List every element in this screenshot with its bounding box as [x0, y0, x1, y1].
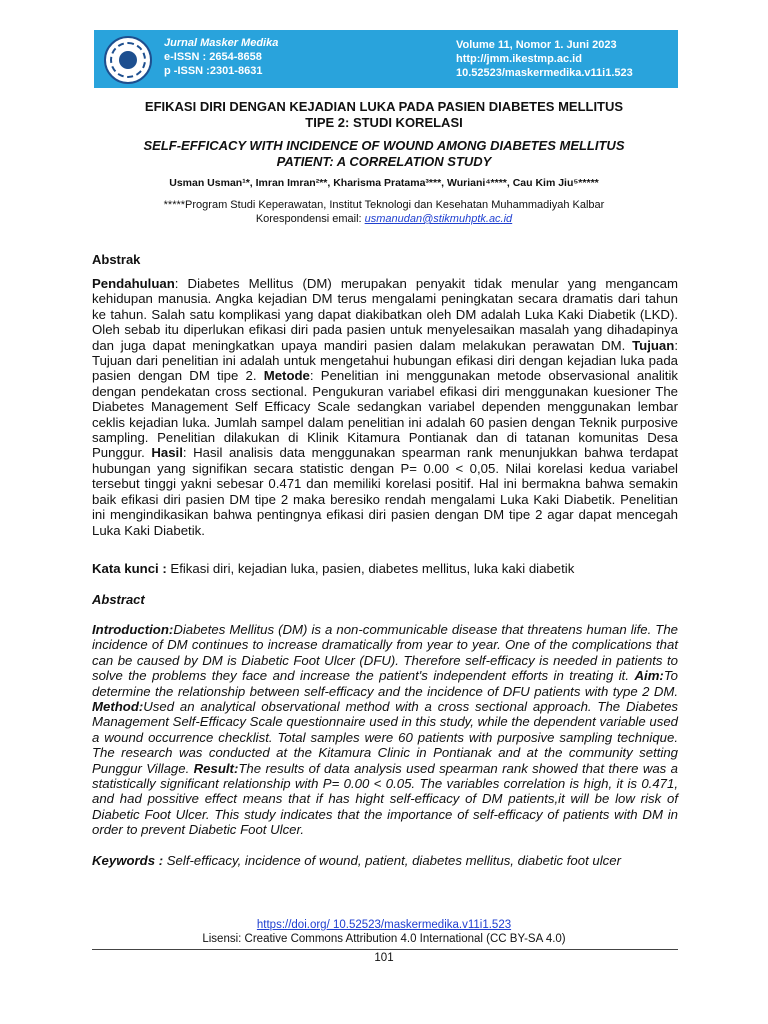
correspondence-label: Korespondensi email: [255, 213, 365, 225]
result-label: Result: [193, 760, 239, 776]
method-label: Method: [92, 699, 144, 715]
title-id-line-2: TIPE 2: STUDI KORELASI [305, 115, 463, 130]
journal-identity [164, 36, 278, 78]
tujuan-text: : Tujuan dari penelitian ini adalah untuk mengetahui hubungan efikasi diri dengan kejadian luka pada pasien dengan DM tipe 2. [92, 337, 678, 384]
hasil-text: : Hasil analisis data menggunakan spearman rank menunjukkan bahwa terdapat hubungan yang signifikan secara statistic dengan P= 0.00 < 0,05. Nilai korelasi kedua variabel tersebut tinggi yakni sebesar 0.471 dan memiliki korelasi positif. Hal ini bermakna bahwa semakin baik efikasi diri pasien DM tipe 2 maka beresiko rendah mengalami Luka Kaki Diabetik. Penelitian ini mengindikasikan bahwa pentingnya efikasi diri pasien dengan DM tipe 2 agar dapat mencegah Luka Kaki Diabetik. [92, 445, 678, 538]
title-english [0, 138, 768, 170]
page-number: 101 [374, 952, 394, 964]
journal-url[interactable]: http://jmm.ikestmp.ac.id [456, 53, 582, 65]
journal-issue-info [456, 38, 633, 80]
kata-kunci-text: Efikasi diri, kejadian luka, pasien, diabetes mellitus, luka kaki diabetik [166, 561, 575, 576]
author-list: Usman Usman¹*, Imran Imran²**, Kharisma Pratama³***, Wuriani⁴****, Cau Kim Jiu⁵***** [169, 177, 599, 189]
keywords [92, 853, 678, 868]
affiliation [0, 198, 768, 226]
volume-issue: Volume 11, Nomor 1. Juni 2023 [456, 39, 617, 51]
affiliation-institution: *****Program Studi Keperawatan, Institut Teknologi dan Kesehatan Muhammadiyah Kalbar [163, 199, 605, 211]
footer-doi-link[interactable]: https://doi.org/ 10.52523/maskermedika.v11i1.523 [256, 919, 512, 931]
journal-header-bar [94, 30, 678, 88]
title-id-line-1: EFIKASI DIRI DENGAN KEJADIAN LUKA PADA PASIEN DIABETES MELLITUS [144, 99, 624, 114]
metode-label: Metode [263, 368, 310, 384]
journal-name: Jurnal Masker Medika [164, 37, 279, 49]
result-text: The results of data analysis used spearman rank showed that there was a statistically significant relationship with P= 0.00 < 0.05. The variables correlation is high, it is 0.471, and had possitive effect means that if has hight self-efficacy of DM patients,it will be low risk of Diabetic Foot Ulcer. This study indicates that the importance of self-efficacy of patients with DM in order to prevent Diabetic Foot Ulcer. [92, 760, 678, 838]
correspondence [0, 212, 768, 226]
abstrak-body [92, 276, 678, 538]
pissn: p -ISSN :2301-8631 [164, 65, 263, 77]
method-text: Used an analytical observational method with a cross sectional approach. The Diabetes Management Self-Efficacy Scale questionnaire used in this study, while the dependent variable used a wound occurrence checklist. Total samples were 60 patients with purposive sampling technique. The research was conducted at the Kitamura Clinic in Pontianak and at the community setting Punggur Village. [92, 699, 678, 776]
introduction-label: Introduction: [92, 622, 174, 637]
kata-kunci-label: Kata kunci : [92, 561, 167, 576]
footer-license: Lisensi: Creative Commons Attribution 4.0 International (CC BY-SA 4.0) [202, 933, 566, 945]
kata-kunci [92, 561, 678, 576]
aim-text: To determine the relationship between self-efficacy and the incidence of DFU patients with type 2 DM. [92, 668, 678, 699]
eissn: e-ISSN : 2654-8658 [164, 51, 262, 63]
abstrak-heading: Abstrak [92, 252, 141, 267]
abstract-heading: Abstract [92, 592, 145, 607]
keywords-text: Self-efficacy, incidence of wound, patient, diabetes mellitus, diabetic foot ulcer [163, 853, 621, 868]
metode-text: : Penelitian ini menggunakan metode observasional analitik dengan pendekatan cross sectional. Pengukuran variabel efikasi diri menggunakan kuesioner The Diabetes Management Self Efficacy Scale sedangkan variabel dependen menggunakan lembar ceklis kejadian luka. Jumlah sampel dalam penelitian ini adalah 60 pasien dengan Teknik purposive sampling. Penelitian dilakukan di Klinik Kitamura Pontianak dan di tatanan komunitas Desa Punggur. [92, 368, 678, 461]
title-indonesian [0, 99, 768, 131]
aim-label: Aim: [634, 668, 664, 684]
pendahuluan-text: : Diabetes Mellitus (DM) merupakan penyakit tidak menular yang mengancam kehidupan manusia. Angka kejadian DM terus mengalami peningkatan secara dramatis dari tahun ke tahun. Salah satu komplikasi yang dapat diakibatkan oleh DM adalah Luka Kaki Diabetik (LKD). Oleh sebab itu diperlukan efikasi diri pada pasien untuk menyelesaikan masalah yang dihadapinya dan juga dapat meningkatkan upaya mandiri pasien dalam melakukan perawatan DM. [92, 276, 678, 353]
keywords-label: Keywords : [92, 853, 164, 868]
footer-divider [92, 949, 678, 950]
journal-seal-icon [104, 36, 152, 84]
title-en-line-1: SELF-EFFICACY WITH INCIDENCE OF WOUND AMONG DIABETES MELLITUS [143, 138, 625, 153]
introduction-text: Diabetes Mellitus (DM) is a non-communicable disease that threatens human life. The incidence of DM continues to increase dramatically from year to year. One of the complications that can be caused by DM is Diabetic Foot Ulcer (DFU). Therefore self-efficacy is needed in patients to solve the problems they face and increase the patient's independent efforts in treating it. [92, 622, 678, 684]
tujuan-label: Tujuan [632, 337, 675, 353]
pendahuluan-label: Pendahuluan [92, 276, 175, 291]
correspondence-email-link[interactable]: usmanudan@stikmuhptk.ac.id [364, 213, 513, 225]
hasil-label: Hasil [151, 445, 183, 461]
abstract-body [92, 622, 678, 838]
title-en-line-2: PATIENT: A CORRELATION STUDY [276, 154, 492, 169]
journal-doi[interactable]: 10.52523/maskermedika.v11i1.523 [456, 67, 633, 79]
